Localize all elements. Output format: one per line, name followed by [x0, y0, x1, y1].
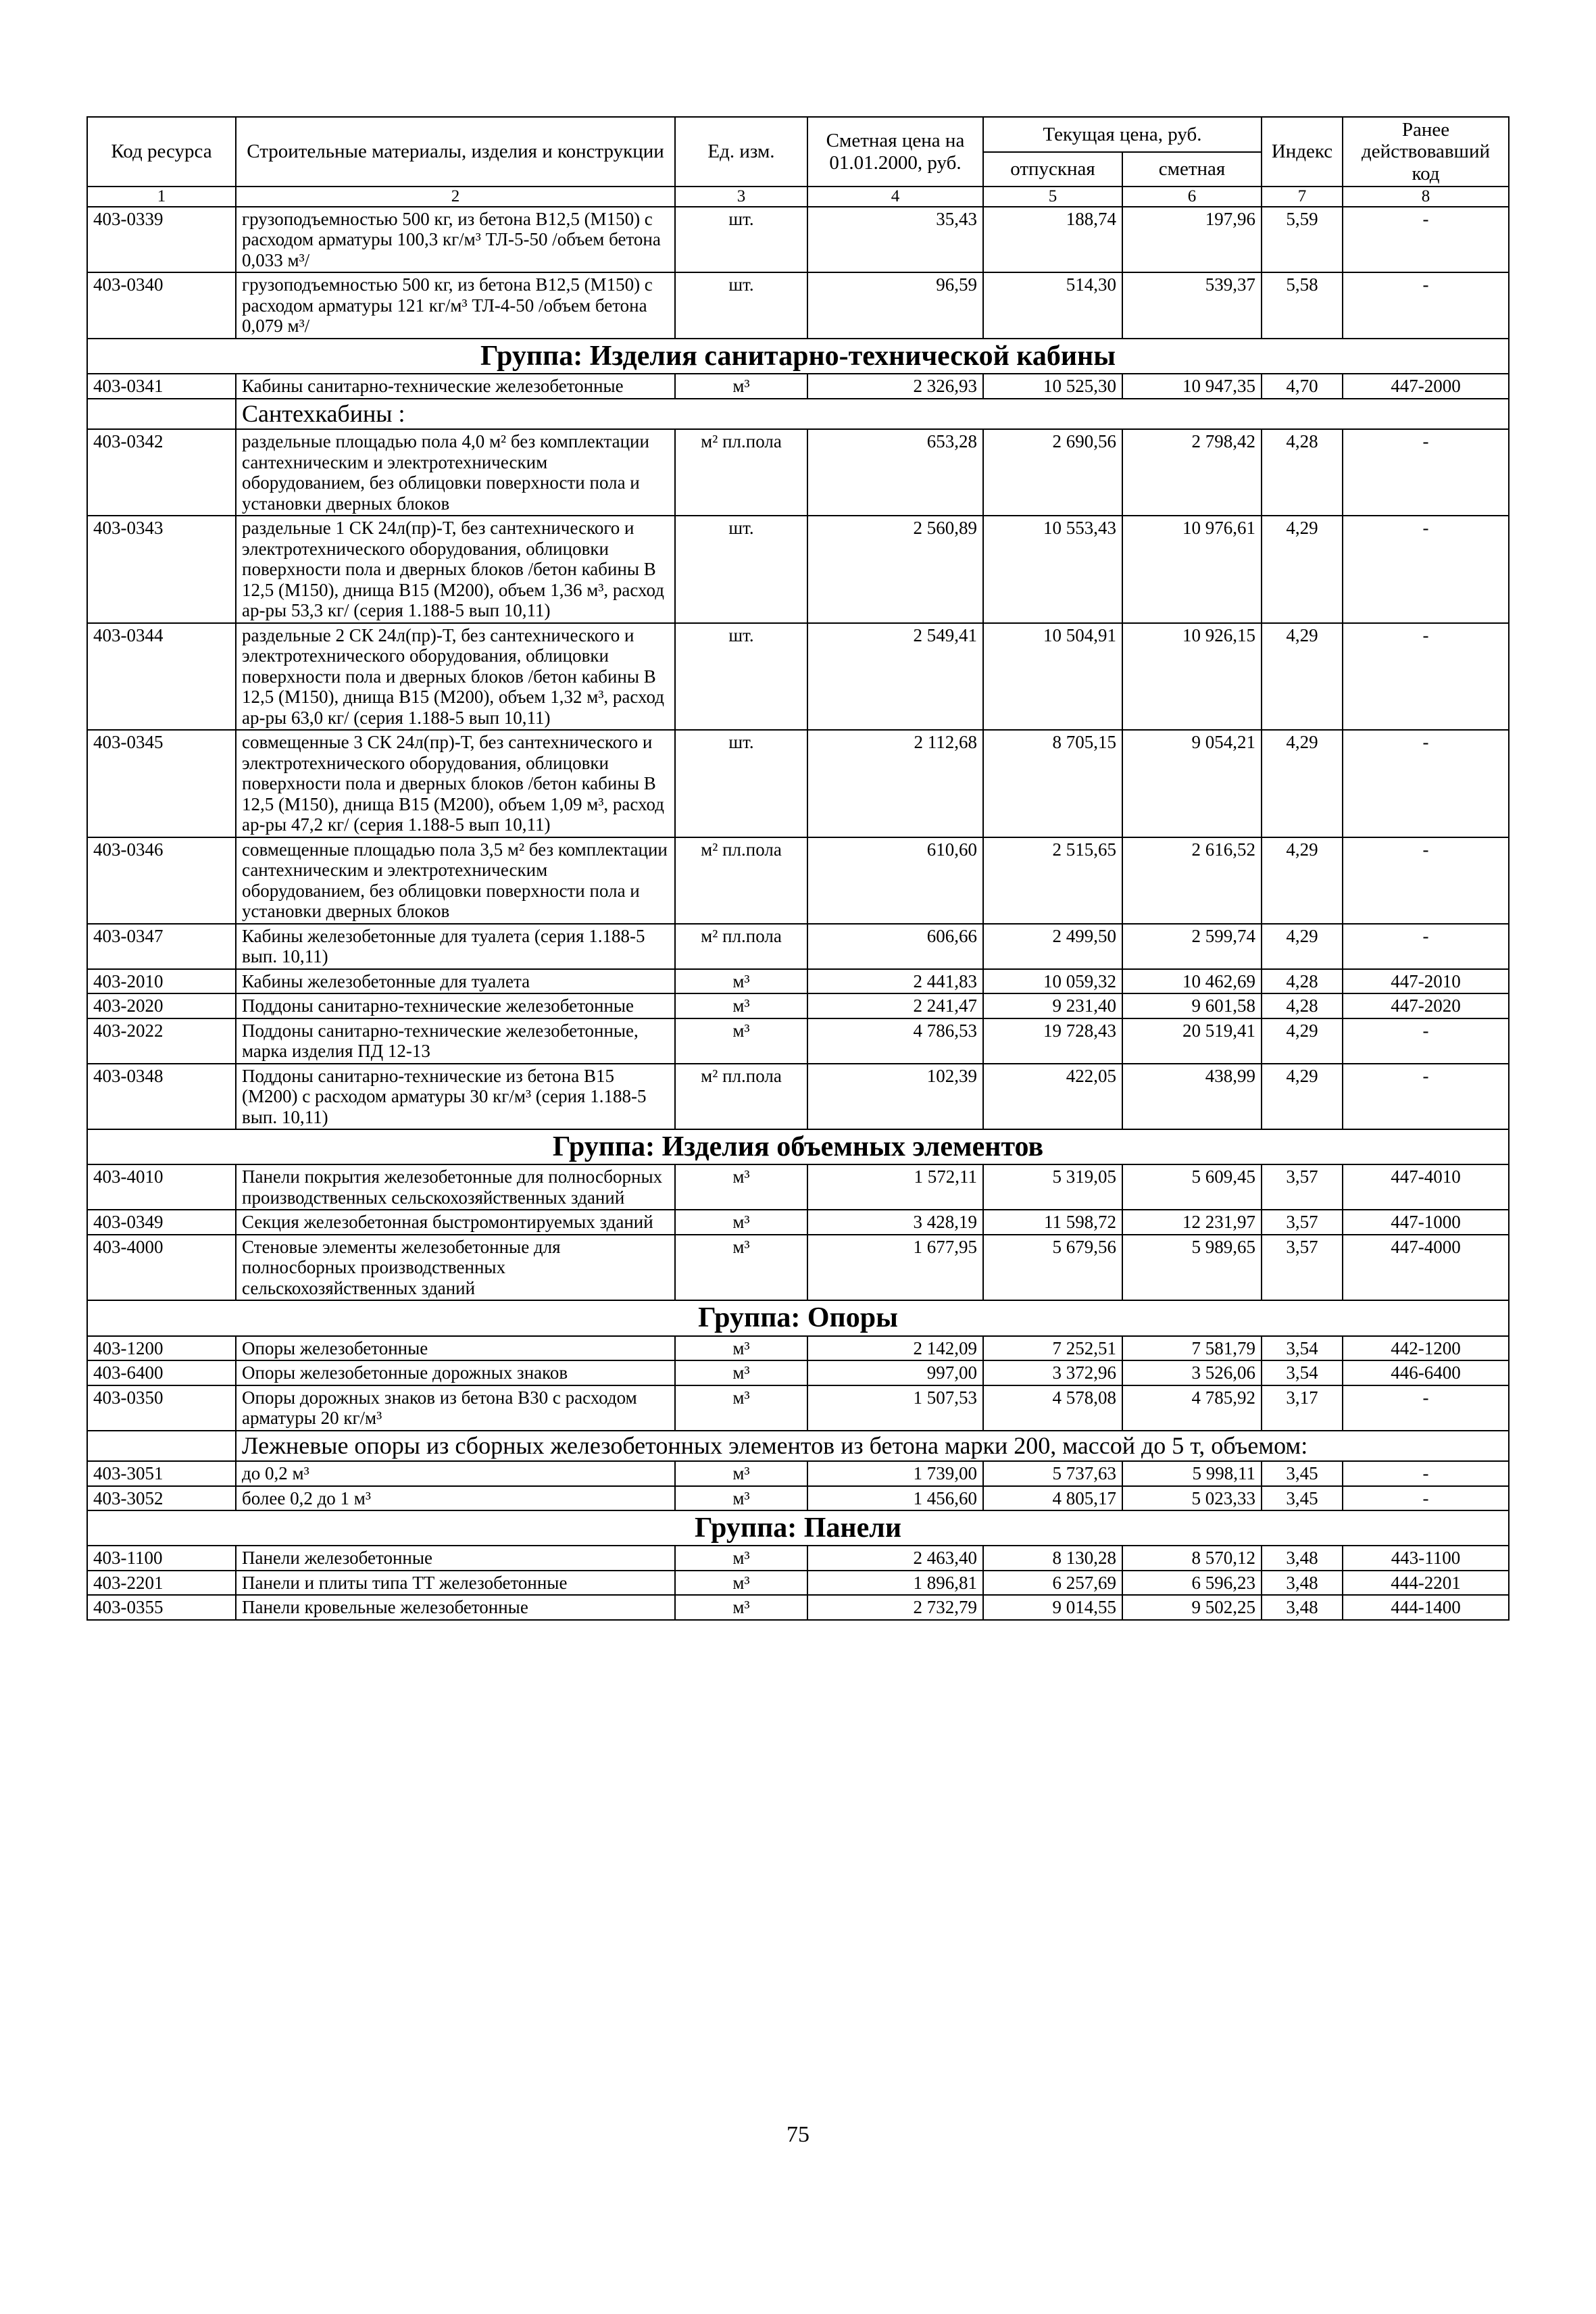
cell-unit: м³	[675, 1571, 807, 1596]
cell-release-price: 5 319,05	[983, 1164, 1122, 1210]
cell-name: раздельные 2 СК 24л(пр)-Т, без сантехнического и электротехнического оборудования, облицовки поверхности пола и дверных блоков /бетон кабины В 12,5 (М150), днища В15 (М200), объем 1,32 м³, расход ар-ры 63,0 кг/ (серия 1.188-5 вып 10,11)	[236, 623, 675, 731]
cell-base-price: 2 463,40	[807, 1546, 983, 1571]
cell-prev-code: -	[1343, 1064, 1509, 1130]
table-row	[87, 837, 1509, 924]
cell-release-price: 7 252,51	[983, 1336, 1122, 1361]
col-number: 3	[675, 187, 807, 207]
table-row	[87, 730, 1509, 837]
cell-name: грузоподъемностью 500 кг, из бетона В12,5 (М150) с расходом арматуры 121 кг/м³ ТЛ-4-50 /объем бетона 0,079 м³/	[236, 272, 675, 339]
cell-prev-code: -	[1343, 1461, 1509, 1486]
cell-release-price: 4 805,17	[983, 1486, 1122, 1511]
cell-estimate-price: 5 023,33	[1122, 1486, 1262, 1511]
cell-name: Поддоны санитарно-технические из бетона В15 (М200) с расходом арматуры 30 кг/м³ (серия 1.188-5 вып. 10,11)	[236, 1064, 675, 1130]
cell-index: 3,57	[1262, 1210, 1343, 1235]
cell-release-price: 10 525,30	[983, 374, 1122, 399]
table-row	[87, 272, 1509, 339]
cell-unit: м³	[675, 1595, 807, 1620]
cell-estimate-price: 438,99	[1122, 1064, 1262, 1130]
cell-release-price: 3 372,96	[983, 1360, 1122, 1385]
col-number: 1	[87, 187, 236, 207]
cell-name: совмещенные площадью пола 3,5 м² без комплектации сантехническим и электротехническим оборудованием, без облицовки поверхности пола и установки дверных блоков	[236, 837, 675, 924]
cell-release-price: 2 515,65	[983, 837, 1122, 924]
cell-code: 403-0344	[87, 623, 236, 731]
table-row	[87, 374, 1509, 399]
cell-unit: шт.	[675, 623, 807, 731]
cell-estimate-price: 539,37	[1122, 272, 1262, 339]
cell-index: 3,54	[1262, 1360, 1343, 1385]
cell-prev-code: 442-1200	[1343, 1336, 1509, 1361]
table-row	[87, 1486, 1509, 1511]
cell-code: 403-2010	[87, 969, 236, 994]
cell-code: 403-0341	[87, 374, 236, 399]
cell-name: Панели покрытия железобетонные для полносборных производственных сельскохозяйственных зданий	[236, 1164, 675, 1210]
header-code: Код ресурса	[87, 117, 236, 187]
cell-unit: м³	[675, 1486, 807, 1511]
col-number: 4	[807, 187, 983, 207]
col-number: 5	[983, 187, 1122, 207]
group-heading-row	[87, 1300, 1509, 1335]
cell-code: 403-0345	[87, 730, 236, 837]
cell-prev-code: -	[1343, 924, 1509, 969]
cell-code: 403-2201	[87, 1571, 236, 1596]
group-heading: Группа: Изделия объемных элементов	[87, 1129, 1509, 1164]
cell-release-price: 8 705,15	[983, 730, 1122, 837]
table-row	[87, 969, 1509, 994]
cell-code: 403-1100	[87, 1546, 236, 1571]
cell-prev-code: 444-1400	[1343, 1595, 1509, 1620]
cell-unit: м³	[675, 1360, 807, 1385]
cell-code: 403-0355	[87, 1595, 236, 1620]
cell-estimate-price: 2 616,52	[1122, 837, 1262, 924]
cell-name: грузоподъемностью 500 кг, из бетона В12,5 (М150) с расходом арматуры 100,3 кг/м³ ТЛ-5-50 /объем бетона 0,033 м³/	[236, 207, 675, 273]
cell-release-price: 4 578,08	[983, 1385, 1122, 1431]
cell-base-price: 35,43	[807, 207, 983, 273]
cell-name: раздельные площадью пола 4,0 м² без комплектации сантехническим и электротехническим оборудованием, без облицовки поверхности пола и установки дверных блоков	[236, 429, 675, 516]
cell-index: 3,48	[1262, 1571, 1343, 1596]
cell-base-price: 96,59	[807, 272, 983, 339]
cell-unit: м³	[675, 374, 807, 399]
cell-base-price: 1 896,81	[807, 1571, 983, 1596]
group-heading-row	[87, 339, 1509, 374]
cell-index: 4,28	[1262, 993, 1343, 1018]
group-heading: Группа: Изделия санитарно-технической кабины	[87, 339, 1509, 374]
cell-prev-code: 447-4000	[1343, 1235, 1509, 1301]
cell-estimate-price: 5 998,11	[1122, 1461, 1262, 1486]
cell-unit: м² пл.пола	[675, 924, 807, 969]
cell-prev-code: -	[1343, 1486, 1509, 1511]
cell-release-price: 514,30	[983, 272, 1122, 339]
cell-base-price: 610,60	[807, 837, 983, 924]
cell-index: 4,29	[1262, 1018, 1343, 1064]
subgroup-heading: Лежневые опоры из сборных железобетонных элементов из бетона марки 200, массой до 5 т, объемом:	[236, 1431, 1509, 1462]
cell-release-price: 9 231,40	[983, 993, 1122, 1018]
cell-index: 3,57	[1262, 1164, 1343, 1210]
cell-estimate-price: 2 798,42	[1122, 429, 1262, 516]
cell-base-price: 2 732,79	[807, 1595, 983, 1620]
cell-code: 403-4000	[87, 1235, 236, 1301]
cell-base-price: 606,66	[807, 924, 983, 969]
cell-name: раздельные 1 СК 24л(пр)-Т, без сантехнического и электротехнического оборудования, облицовки поверхности пола и дверных блоков /бетон кабины В 12,5 (М150), днища В15 (М200), объем 1,36 м³, расход ар-ры 53,3 кг/ (серия 1.188-5 вып 10,11)	[236, 516, 675, 623]
table-row	[87, 1235, 1509, 1301]
cell-estimate-price: 5 989,65	[1122, 1235, 1262, 1301]
cell-unit: шт.	[675, 516, 807, 623]
cell-code: 403-0339	[87, 207, 236, 273]
cell-unit: шт.	[675, 207, 807, 273]
cell-base-price: 1 572,11	[807, 1164, 983, 1210]
group-heading: Группа: Опоры	[87, 1300, 1509, 1335]
cell-index: 4,29	[1262, 730, 1343, 837]
cell-name: Кабины железобетонные для туалета (серия 1.188-5 вып. 10,11)	[236, 924, 675, 969]
cell-base-price: 1 677,95	[807, 1235, 983, 1301]
cell-base-price: 102,39	[807, 1064, 983, 1130]
cell-code: 403-2020	[87, 993, 236, 1018]
cell-index: 3,54	[1262, 1336, 1343, 1361]
cell-base-price: 1 507,53	[807, 1385, 983, 1431]
cell-index: 3,17	[1262, 1385, 1343, 1431]
cell-index: 4,29	[1262, 623, 1343, 731]
cell-estimate-price: 2 599,74	[1122, 924, 1262, 969]
cell-base-price: 1 739,00	[807, 1461, 983, 1486]
cell-unit: м³	[675, 1336, 807, 1361]
cell-code: 403-0340	[87, 272, 236, 339]
cell-base-price: 2 441,83	[807, 969, 983, 994]
cell-index: 4,29	[1262, 1064, 1343, 1130]
cell-index: 3,48	[1262, 1546, 1343, 1571]
table-row	[87, 1018, 1509, 1064]
header-prev-code: Ранее действовавший код	[1343, 117, 1509, 187]
table-row	[87, 207, 1509, 273]
cell-unit: м² пл.пола	[675, 837, 807, 924]
cell-index: 4,29	[1262, 516, 1343, 623]
cell-prev-code: 447-4010	[1343, 1164, 1509, 1210]
cell-index: 3,45	[1262, 1461, 1343, 1486]
price-table	[86, 116, 1510, 1621]
column-numbers	[87, 187, 1509, 207]
cell-name: более 0,2 до 1 м³	[236, 1486, 675, 1511]
cell-name: Опоры железобетонные дорожных знаков	[236, 1360, 675, 1385]
cell-unit: м³	[675, 1018, 807, 1064]
cell-estimate-price: 9 601,58	[1122, 993, 1262, 1018]
table-row	[87, 1595, 1509, 1620]
cell-unit: м³	[675, 1385, 807, 1431]
table-row	[87, 516, 1509, 623]
cell-code: 403-0349	[87, 1210, 236, 1235]
cell-prev-code: 447-2020	[1343, 993, 1509, 1018]
table-body	[87, 207, 1509, 1620]
cell-index: 4,70	[1262, 374, 1343, 399]
cell-release-price: 2 690,56	[983, 429, 1122, 516]
header-index: Индекс	[1262, 117, 1343, 187]
cell-unit: шт.	[675, 730, 807, 837]
cell-index: 5,58	[1262, 272, 1343, 339]
header-release: отпускная	[983, 152, 1122, 187]
cell-prev-code: -	[1343, 1018, 1509, 1064]
header-estimate: сметная	[1122, 152, 1262, 187]
table-row	[87, 924, 1509, 969]
cell-unit: м³	[675, 1235, 807, 1301]
cell-prev-code: 447-1000	[1343, 1210, 1509, 1235]
cell-code: 403-0342	[87, 429, 236, 516]
cell-name: до 0,2 м³	[236, 1461, 675, 1486]
subgroup-spacer	[87, 399, 236, 430]
col-number: 8	[1343, 187, 1509, 207]
cell-unit: м³	[675, 1461, 807, 1486]
cell-prev-code: 444-2201	[1343, 1571, 1509, 1596]
subgroup-heading: Сантехкабины :	[236, 399, 1509, 430]
cell-prev-code: -	[1343, 207, 1509, 273]
table-row	[87, 1336, 1509, 1361]
cell-unit: м³	[675, 1210, 807, 1235]
cell-prev-code: -	[1343, 623, 1509, 731]
cell-estimate-price: 7 581,79	[1122, 1336, 1262, 1361]
cell-release-price: 188,74	[983, 207, 1122, 273]
col-number: 6	[1122, 187, 1262, 207]
cell-name: совмещенные 3 СК 24л(пр)-Т, без сантехнического и электротехнического оборудования, облицовки поверхности пола и дверных блоков /бетон кабины В 12,5 (М150), днища В15 (М200), объем 1,09 м³, расход ар-ры 47,2 кг/ (серия 1.188-5 вып 10,11)	[236, 730, 675, 837]
subgroup-heading-row	[87, 399, 1509, 430]
cell-base-price: 1 456,60	[807, 1486, 983, 1511]
cell-unit: м² пл.пола	[675, 1064, 807, 1130]
cell-release-price: 422,05	[983, 1064, 1122, 1130]
table-row	[87, 993, 1509, 1018]
table-row	[87, 1385, 1509, 1431]
cell-estimate-price: 9 054,21	[1122, 730, 1262, 837]
cell-release-price: 8 130,28	[983, 1546, 1122, 1571]
cell-release-price: 9 014,55	[983, 1595, 1122, 1620]
cell-base-price: 2 326,93	[807, 374, 983, 399]
cell-code: 403-3051	[87, 1461, 236, 1486]
cell-prev-code: -	[1343, 516, 1509, 623]
cell-estimate-price: 10 462,69	[1122, 969, 1262, 994]
table-row	[87, 1164, 1509, 1210]
cell-code: 403-3052	[87, 1486, 236, 1511]
cell-index: 3,48	[1262, 1595, 1343, 1620]
cell-name: Секция железобетонная быстромонтируемых зданий	[236, 1210, 675, 1235]
subgroup-spacer	[87, 1431, 236, 1462]
cell-index: 4,29	[1262, 837, 1343, 924]
cell-name: Опоры дорожных знаков из бетона В30 с расходом арматуры 20 кг/м³	[236, 1385, 675, 1431]
group-heading: Группа: Панели	[87, 1510, 1509, 1546]
cell-estimate-price: 3 526,06	[1122, 1360, 1262, 1385]
cell-prev-code: -	[1343, 730, 1509, 837]
cell-base-price: 997,00	[807, 1360, 983, 1385]
header-name: Строительные материалы, изделия и конструкции	[236, 117, 675, 187]
header-unit: Ед. изм.	[675, 117, 807, 187]
cell-name: Поддоны санитарно-технические железобетонные, марка изделия ПД 12-13	[236, 1018, 675, 1064]
cell-name: Панели железобетонные	[236, 1546, 675, 1571]
cell-code: 403-0346	[87, 837, 236, 924]
cell-prev-code: 446-6400	[1343, 1360, 1509, 1385]
cell-code: 403-6400	[87, 1360, 236, 1385]
cell-prev-code: 447-2010	[1343, 969, 1509, 994]
cell-estimate-price: 20 519,41	[1122, 1018, 1262, 1064]
page-number: 75	[787, 2122, 809, 2147]
cell-index: 4,28	[1262, 969, 1343, 994]
subgroup-heading-row	[87, 1431, 1509, 1462]
cell-name: Кабины железобетонные для туалета	[236, 969, 675, 994]
cell-estimate-price: 6 596,23	[1122, 1571, 1262, 1596]
cell-index: 3,57	[1262, 1235, 1343, 1301]
table-row	[87, 1360, 1509, 1385]
table-header	[87, 117, 1509, 207]
cell-name: Кабины санитарно-технические железобетонные	[236, 374, 675, 399]
cell-name: Поддоны санитарно-технические железобетонные	[236, 993, 675, 1018]
cell-code: 403-0348	[87, 1064, 236, 1130]
cell-unit: м³	[675, 993, 807, 1018]
cell-base-price: 2 142,09	[807, 1336, 983, 1361]
cell-estimate-price: 10 926,15	[1122, 623, 1262, 731]
cell-index: 4,28	[1262, 429, 1343, 516]
header-current-price: Текущая цена, руб.	[983, 117, 1262, 152]
cell-estimate-price: 197,96	[1122, 207, 1262, 273]
cell-estimate-price: 12 231,97	[1122, 1210, 1262, 1235]
cell-release-price: 11 598,72	[983, 1210, 1122, 1235]
cell-name: Опоры железобетонные	[236, 1336, 675, 1361]
cell-unit: м³	[675, 969, 807, 994]
cell-index: 3,45	[1262, 1486, 1343, 1511]
cell-release-price: 10 553,43	[983, 516, 1122, 623]
table-row	[87, 1461, 1509, 1486]
cell-estimate-price: 10 947,35	[1122, 374, 1262, 399]
col-number: 2	[236, 187, 675, 207]
header-base-price: Сметная цена на 01.01.2000, руб.	[807, 117, 983, 187]
cell-name: Панели и плиты типа ТТ железобетонные	[236, 1571, 675, 1596]
table-row	[87, 1571, 1509, 1596]
cell-release-price: 6 257,69	[983, 1571, 1122, 1596]
cell-base-price: 2 549,41	[807, 623, 983, 731]
cell-prev-code: -	[1343, 1385, 1509, 1431]
cell-prev-code: -	[1343, 272, 1509, 339]
cell-estimate-price: 10 976,61	[1122, 516, 1262, 623]
cell-index: 5,59	[1262, 207, 1343, 273]
cell-estimate-price: 9 502,25	[1122, 1595, 1262, 1620]
group-heading-row	[87, 1129, 1509, 1164]
cell-estimate-price: 8 570,12	[1122, 1546, 1262, 1571]
cell-release-price: 5 737,63	[983, 1461, 1122, 1486]
table-row	[87, 1210, 1509, 1235]
cell-code: 403-2022	[87, 1018, 236, 1064]
group-heading-row	[87, 1510, 1509, 1546]
cell-base-price: 3 428,19	[807, 1210, 983, 1235]
col-number: 7	[1262, 187, 1343, 207]
cell-code: 403-0347	[87, 924, 236, 969]
cell-release-price: 10 504,91	[983, 623, 1122, 731]
cell-index: 4,29	[1262, 924, 1343, 969]
cell-release-price: 19 728,43	[983, 1018, 1122, 1064]
cell-prev-code: -	[1343, 429, 1509, 516]
cell-prev-code: 443-1100	[1343, 1546, 1509, 1571]
cell-base-price: 4 786,53	[807, 1018, 983, 1064]
cell-base-price: 2 112,68	[807, 730, 983, 837]
cell-base-price: 2 560,89	[807, 516, 983, 623]
cell-release-price: 10 059,32	[983, 969, 1122, 994]
cell-unit: м² пл.пола	[675, 429, 807, 516]
cell-release-price: 5 679,56	[983, 1235, 1122, 1301]
cell-unit: м³	[675, 1546, 807, 1571]
cell-name: Стеновые элементы железобетонные для полносборных производственных сельскохозяйственных зданий	[236, 1235, 675, 1301]
cell-code: 403-0343	[87, 516, 236, 623]
cell-name: Панели кровельные железобетонные	[236, 1595, 675, 1620]
cell-estimate-price: 5 609,45	[1122, 1164, 1262, 1210]
cell-unit: шт.	[675, 272, 807, 339]
cell-prev-code: -	[1343, 837, 1509, 924]
cell-code: 403-4010	[87, 1164, 236, 1210]
cell-base-price: 2 241,47	[807, 993, 983, 1018]
cell-estimate-price: 4 785,92	[1122, 1385, 1262, 1431]
table-row	[87, 623, 1509, 731]
cell-code: 403-1200	[87, 1336, 236, 1361]
table-row	[87, 429, 1509, 516]
cell-prev-code: 447-2000	[1343, 374, 1509, 399]
table-row	[87, 1546, 1509, 1571]
cell-unit: м³	[675, 1164, 807, 1210]
cell-base-price: 653,28	[807, 429, 983, 516]
table-row	[87, 1064, 1509, 1130]
cell-release-price: 2 499,50	[983, 924, 1122, 969]
cell-code: 403-0350	[87, 1385, 236, 1431]
